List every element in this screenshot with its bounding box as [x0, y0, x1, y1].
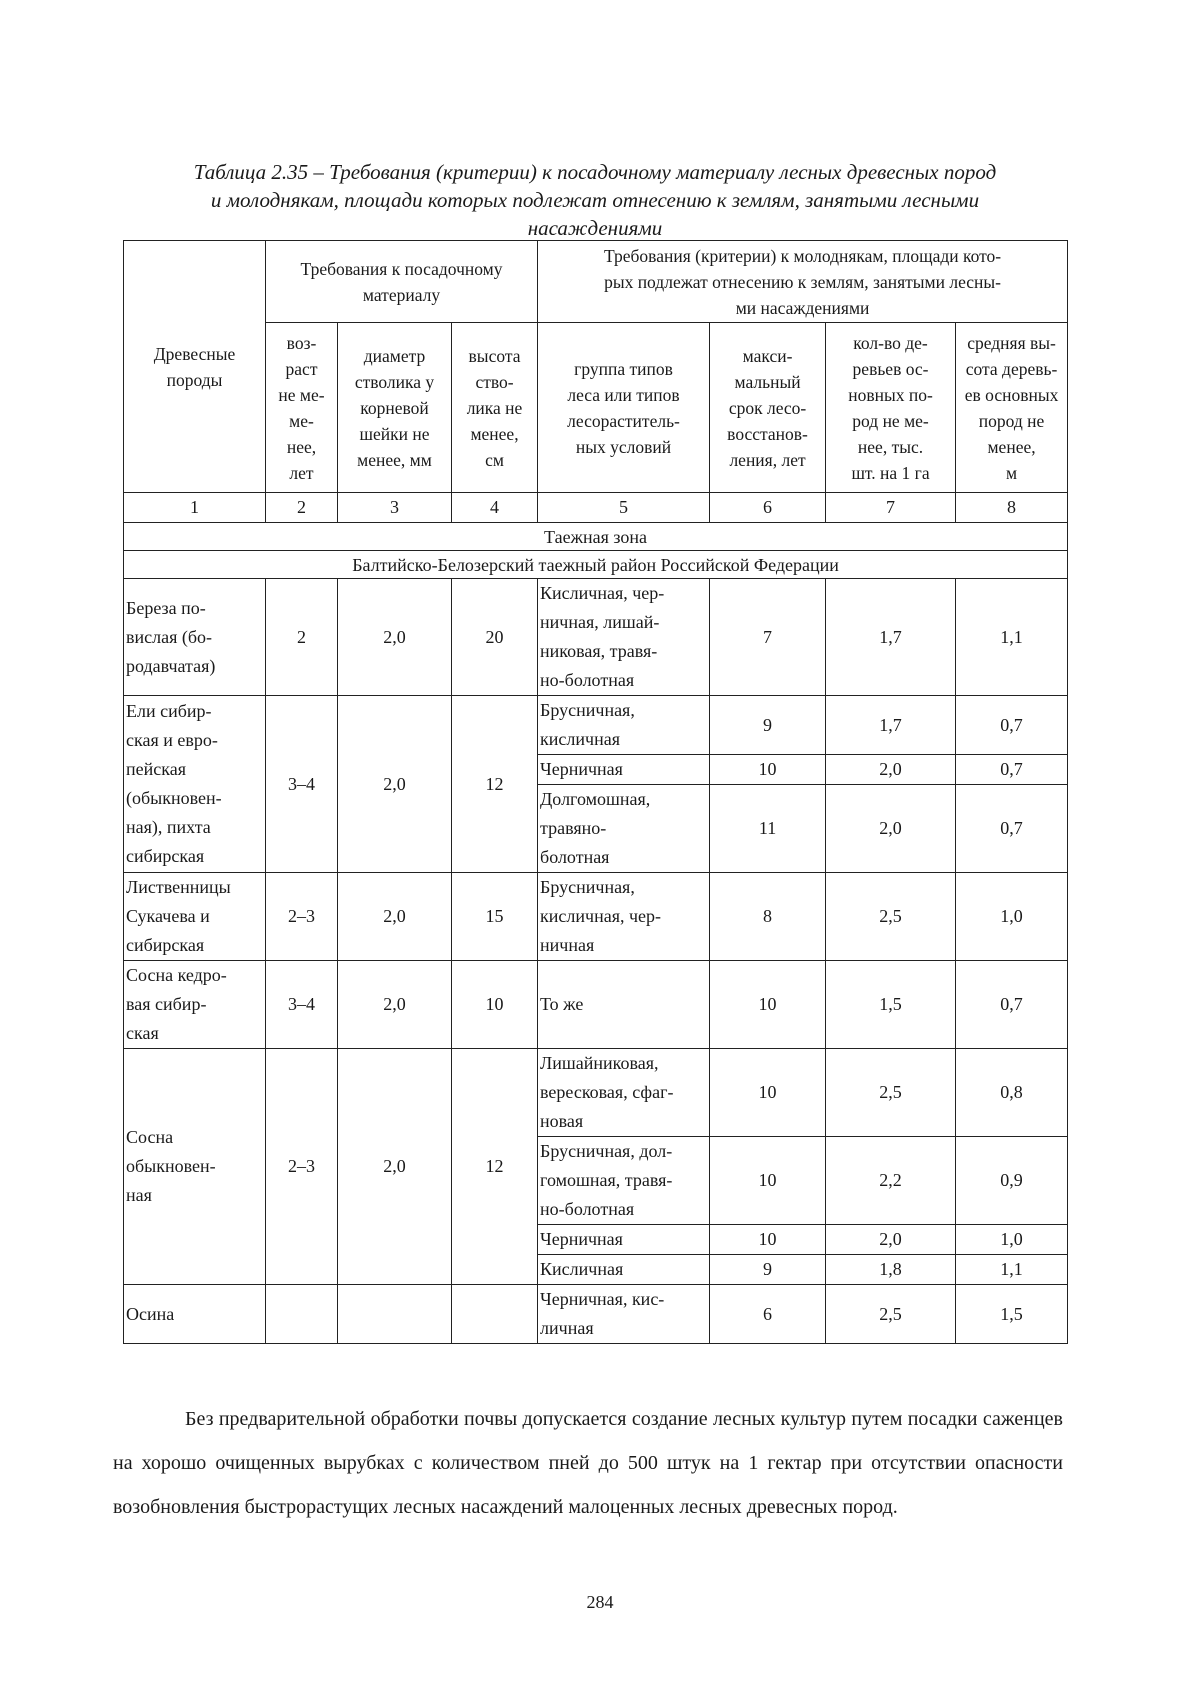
species-cell: Сосна обыкновен- ная	[124, 1049, 266, 1285]
forest-type-cell: Черничная, кис- личная	[538, 1285, 710, 1344]
tree-count-cell: 1,5	[826, 961, 956, 1049]
column-number: 8	[956, 493, 1068, 523]
species-cell: Ели сибир- ская и евро- пейская (обыкновен- ная), пихта сибирская	[124, 696, 266, 873]
avg-height-cell: 0,7	[956, 696, 1068, 755]
requirements-table	[123, 240, 1068, 1344]
tree-count-cell: 1,8	[826, 1255, 956, 1285]
table-row	[124, 873, 1068, 961]
max-term-cell: 10	[710, 1137, 826, 1225]
region-heading: Балтийско-Белозерский таежный район Российской Федерации	[124, 551, 1068, 579]
diameter-cell: 2,0	[338, 696, 452, 873]
avg-height-cell: 0,9	[956, 1137, 1068, 1225]
column-numbers-row	[124, 493, 1068, 523]
height-cell: 12	[452, 696, 538, 873]
forest-type-cell: Кисличная	[538, 1255, 710, 1285]
avg-height-cell: 0,7	[956, 785, 1068, 873]
tree-count-cell: 2,5	[826, 1285, 956, 1344]
max-term-cell: 10	[710, 1049, 826, 1137]
height-cell: 15	[452, 873, 538, 961]
forest-type-cell: Кисличная, чер- ничная, лишай- никовая, травя- но-болотная	[538, 579, 710, 696]
caption-line-2: и молоднякам, площади которых подлежат отнесению к землям, занятыми лесными	[210, 188, 980, 212]
tree-count-cell: 1,7	[826, 579, 956, 696]
avg-height-cell: 1,1	[956, 1255, 1068, 1285]
height-cell	[452, 1285, 538, 1344]
height-cell: 20	[452, 579, 538, 696]
avg-height-cell: 1,1	[956, 579, 1068, 696]
header-young-group: Требования (критерии) к молоднякам, площади кото- рых подлежат отнесению к землям, занятыми лесны- ми насаждениями	[538, 241, 1068, 323]
column-number: 1	[124, 493, 266, 523]
forest-type-cell: Брусничная, кисличная	[538, 696, 710, 755]
max-term-cell: 9	[710, 696, 826, 755]
age-cell: 2	[266, 579, 338, 696]
header-tree-count: кол-во де- ревьев ос- новных по- род не ме- нее, тыс. шт. на 1 га	[826, 323, 956, 493]
table-row	[124, 1285, 1068, 1344]
max-term-cell: 11	[710, 785, 826, 873]
table-row	[124, 961, 1068, 1049]
column-number: 3	[338, 493, 452, 523]
forest-type-cell: Черничная	[538, 1225, 710, 1255]
age-cell	[266, 1285, 338, 1344]
header-height: высота ство- лика не менее, см	[452, 323, 538, 493]
tree-count-cell: 2,0	[826, 785, 956, 873]
tree-count-cell: 2,0	[826, 755, 956, 785]
header-max-term: макси- мальный срок лесо- восстанов- ления, лет	[710, 323, 826, 493]
avg-height-cell: 0,7	[956, 961, 1068, 1049]
age-cell: 2–3	[266, 1049, 338, 1285]
table-row	[124, 579, 1068, 696]
page-number: 284	[586, 1592, 614, 1612]
species-cell: Лиственницы Сукачева и сибирская	[124, 873, 266, 961]
max-term-cell: 8	[710, 873, 826, 961]
avg-height-cell: 1,0	[956, 1225, 1068, 1255]
forest-type-cell: Долгомошная, травяно- болотная	[538, 785, 710, 873]
tree-count-cell: 2,5	[826, 873, 956, 961]
table-row	[124, 696, 1068, 755]
header-species: Древесные породы	[124, 241, 266, 493]
header-forest-type: группа типов леса или типов лесораститель- ных условий	[538, 323, 710, 493]
tree-count-cell: 2,5	[826, 1049, 956, 1137]
zone-heading: Таежная зона	[124, 523, 1068, 551]
tree-count-cell: 1,7	[826, 696, 956, 755]
column-number: 6	[710, 493, 826, 523]
species-cell: Береза по- вислая (бо- родавчатая)	[124, 579, 266, 696]
avg-height-cell: 0,7	[956, 755, 1068, 785]
avg-height-cell: 0,8	[956, 1049, 1068, 1137]
max-term-cell: 10	[710, 961, 826, 1049]
table-row	[124, 1049, 1068, 1137]
tree-count-cell: 2,0	[826, 1225, 956, 1255]
header-diameter: диаметр стволика у корневой шейки не менее, мм	[338, 323, 452, 493]
species-cell: Сосна кедро- вая сибир- ская	[124, 961, 266, 1049]
paragraph-text: Без предварительной обработки почвы допускается создание лесных культур путем посадки саженцев на хорошо очищенных вырубках с количеством пней до 500 штук на 1 гектар при отсутствии опасности возобновления быстрорастущих лесных насаждений малоценных лесных древесных пород.	[113, 1408, 1063, 1518]
column-number: 2	[266, 493, 338, 523]
caption-line-3: насаждениями	[527, 216, 663, 240]
table-caption	[100, 158, 1090, 242]
max-term-cell: 10	[710, 755, 826, 785]
avg-height-cell: 1,5	[956, 1285, 1068, 1344]
age-cell: 3–4	[266, 696, 338, 873]
header-avg-height: средняя вы- сота деревь- ев основных пород не менее, м	[956, 323, 1068, 493]
max-term-cell: 9	[710, 1255, 826, 1285]
diameter-cell	[338, 1285, 452, 1344]
column-number: 7	[826, 493, 956, 523]
max-term-cell: 7	[710, 579, 826, 696]
forest-type-cell: То же	[538, 961, 710, 1049]
diameter-cell: 2,0	[338, 873, 452, 961]
diameter-cell: 2,0	[338, 579, 452, 696]
tree-count-cell: 2,2	[826, 1137, 956, 1225]
species-cell: Осина	[124, 1285, 266, 1344]
column-number: 5	[538, 493, 710, 523]
diameter-cell: 2,0	[338, 1049, 452, 1285]
forest-type-cell: Брусничная, дол- гомошная, травя- но-болотная	[538, 1137, 710, 1225]
header-age: воз- раст не ме- ме- нее, лет	[266, 323, 338, 493]
forest-type-cell: Лишайниковая, вересковая, сфаг- новая	[538, 1049, 710, 1137]
avg-height-cell: 1,0	[956, 873, 1068, 961]
forest-type-cell: Брусничная, кисличная, чер- ничная	[538, 873, 710, 961]
age-cell: 2–3	[266, 873, 338, 961]
body-paragraph	[113, 1397, 1063, 1529]
caption-line-1: Таблица 2.35 – Требования (критерии) к посадочному материалу лесных древесных пород	[193, 160, 997, 184]
max-term-cell: 10	[710, 1225, 826, 1255]
height-cell: 10	[452, 961, 538, 1049]
header-planting-group: Требования к посадочному материалу	[266, 241, 538, 323]
max-term-cell: 6	[710, 1285, 826, 1344]
column-number: 4	[452, 493, 538, 523]
height-cell: 12	[452, 1049, 538, 1285]
age-cell: 3–4	[266, 961, 338, 1049]
forest-type-cell: Черничная	[538, 755, 710, 785]
diameter-cell: 2,0	[338, 961, 452, 1049]
